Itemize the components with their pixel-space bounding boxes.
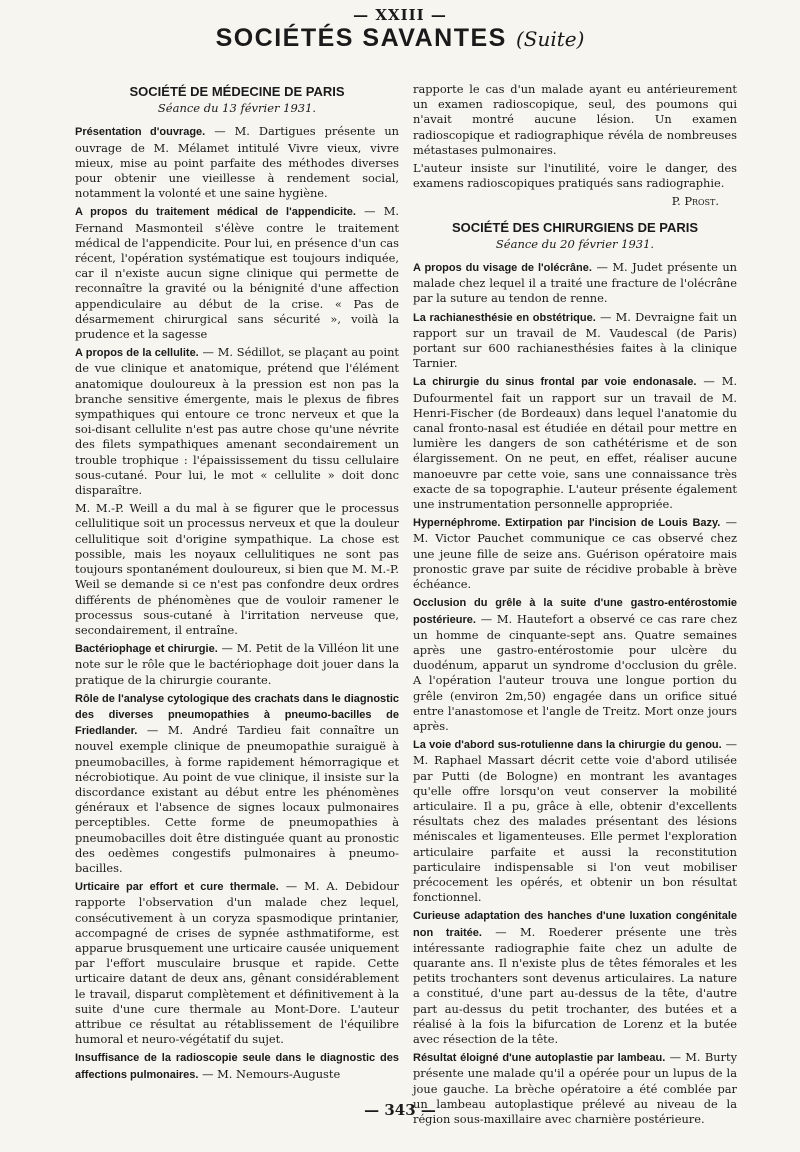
article-body: — M. A. Debidour rapporte l'observation d'un malade chez lequel, consécutivement à un coryza spasmodique printanier, accompagné de crises de sypnée asthmatiforme, est apparue brusquement une urticaire causée uniquement par l'effort musculaire brusque et rapide. Cette urticaire datant de deux ans, gênant considérablement le travail, disparut complètement et définitivement à la suite d'une cure thermale au Mont-Dore. L'auteur attribue ce résultat au rétablissement de l'équilibre humoral et neuro-végétatif du sujet. bbox=[75, 879, 399, 1047]
article bbox=[75, 691, 399, 876]
title-suite: (Suite) bbox=[515, 27, 585, 51]
article bbox=[413, 310, 737, 372]
article-heading: Insuffisance de la radioscopie seule dans le diagnostic des affections pulmonaires. bbox=[75, 1052, 399, 1081]
society-heading: SOCIÉTÉ DE MÉDECINE DE PARIS bbox=[129, 84, 345, 99]
article-body: — M. Petit de la Villéon lit une note sur le rôle que le bactériophage doit jouer dans la pratique de la chirurgie courante. bbox=[75, 641, 399, 687]
article: M. M.-P. Weill a du mal à se figurer que le processus cellulitique soit un processus nerveux et que la douleur cellulitique soit d'origine sympathique. La chose est possible, mais les noyaux cellulitiques ne sont pas toujours spontanément douloureux, si bien que M. M.-P. Weil se demande si ce n'est pas confondre deux ordres différents de phénomènes que de vouloir ramener le processus sous-cutané à l'irritation nerveuse que, secondairement, il entraîne. bbox=[75, 501, 399, 637]
article-body: — M. Fernand Masmonteil s'élève contre le traitement médical de l'appendicite. Pour lui, en présence d'un cas récent, l'opération systématique est toujours indiquée, car il n'existe aucun signe clinique qui permette de reconnaître la gravité ou la bénignité d'une affection appendiculaire au début de la crise. « Pas de désarmement chirurgical sans sécurité », voilà la prudence et la sagesse bbox=[75, 204, 400, 342]
article-body: — M. Devraigne fait un rapport sur un travail de M. Vaudescal (de Paris) portant sur 600 rachianesthésies faites à la clinique Tarnier. bbox=[413, 309, 738, 371]
article-heading: Rôle de l'analyse cytologique des crachats dans le diagnostic des diverses pneumopathies à pneumo-bacilles de Friedlander. bbox=[75, 692, 399, 738]
article-body: — M. Dufourmentel fait un rapport sur un travail de M. Henri-Fischer (de Bordeaux) dans lequel l'anatomie du canal fronto-nasal est étudiée en détail pour mettre en lumière les dangers de son cathétérisme et de son élargissement. On ne peut, en effet, réaliser aucune manoeuvre par cette voie, sans une connaissance très exacte de sa topographie. L'auteur présente également une instrumentation personnelle appropriée. bbox=[413, 374, 737, 512]
article-heading: La chirurgie du sinus frontal par voie endonasale. bbox=[413, 376, 697, 389]
article bbox=[75, 1050, 399, 1082]
article-body: — M. Sédillot, se plaçant au point de vue clinique et anatomique, prétend que l'élément anatomique douloureux à la pression est non pas la branche sensitive émergente, mais le plexus de fibres sympathiques qui entoure ce tronc nerveux et que la soi-disant cellulite n'est pas autre chose qu'une névrite des filets sympathiques amenant secondairement un trouble trophique : l'épaississement du tissu cellulaire sous-cutané. Pour lui, le mot « cellulite » doit donc disparaître. bbox=[75, 345, 400, 498]
page-number: — 343 — bbox=[364, 1101, 436, 1119]
article bbox=[75, 879, 399, 1047]
page-title bbox=[0, 24, 800, 55]
article: L'auteur insiste sur l'inutilité, voire le danger, des examens radioscopiques pratiqués sans radiographie. bbox=[413, 161, 737, 191]
article-heading: Présentation d'ouvrage. bbox=[75, 126, 206, 139]
article-heading: A propos du visage de l'olécrâne. bbox=[413, 262, 592, 275]
article bbox=[413, 260, 737, 307]
article-heading: A propos du traitement médical de l'appendicite. bbox=[75, 206, 356, 219]
article-body: — M. Hautefort a observé ce cas rare chez un homme de cinquante-sept ans. Quatre semaines après une gastro-entérostomie pour ulcère du duodénum, apparut un syndrome d'occlusion du grêle. A l'opération l'auteur trouva une longue portion du grêle (environ 2m,50) engagée dans un orifice situé entre l'anastomose et l'angle de Treitz. Mort onze jours après. bbox=[413, 611, 737, 733]
article bbox=[413, 515, 737, 592]
article-body: — M. Roederer présente une très intéressante radiographie faite chez un adulte de quarante ans. Il n'existe plus de têtes fémorales et les petits trochanters sont devenus articulaires. La nature a constitué, d'une part au-dessus de la tête, d'autre part au-dessus du petit trochanter, des butées et a réalisé à la fois la bifurcation de Lorenz et la butée avec résection de la tête. bbox=[413, 924, 737, 1046]
left-column bbox=[75, 82, 399, 1130]
article-body: — M. Raphael Massart décrit cette voie d'abord utilisée par Putti (de Bologne) en montrant les avantages qu'elle offre lorsqu'on veut conserver la mobilité articulaire. Il a pu, grâce à elle, obtenir d'excellents résultats chez des malades présentant des lésions méniscales et ligamenteuses. Elle permet l'exploration articulaire parfaite et aussi la reconstitution particulaire indispensable si l'on veut mobiliser précocement les opérés, et obtenir un bon résultat fonctionnel. bbox=[413, 737, 737, 905]
article: rapporte le cas d'un malade ayant eu antérieurement un examen radioscopique, seul, des poumons qui n'avait montré aucune lésion. Un examen radioscopique et radiographique révéla de nombreuses métastases pulmonaires. bbox=[413, 82, 737, 157]
columns bbox=[75, 82, 737, 1130]
title-main: SOCIÉTÉS SAVANTES bbox=[215, 24, 507, 52]
article-body: — M. Judet présente un malade chez lequel il a traité une fracture de l'olécrâne par la suture au tendon de renne. bbox=[413, 260, 737, 306]
article bbox=[413, 737, 737, 905]
signature: P. Prost. bbox=[671, 194, 719, 209]
article-heading: Occlusion du grêle à la suite d'une gastro-entérostomie postérieure. bbox=[413, 597, 737, 626]
article-body: — M. Burty présente une malade qu'il a opérée pour un lupus de la joue gauche. La brèche opératoire a été comblée par un lambeau autoplastique prélevé au niveau de la région sous-maxillaire avec charnière postérieure. bbox=[413, 1050, 738, 1126]
right-column bbox=[413, 82, 737, 1130]
article bbox=[75, 345, 399, 498]
roman-page-number: — XXIII — bbox=[353, 6, 447, 24]
seance-date: Séance du 20 février 1931. bbox=[495, 236, 655, 251]
article-heading: A propos de la cellulite. bbox=[75, 347, 199, 360]
article-body: — M. André Tardieu fait connaître un nouvel exemple clinique de pneumopathie suraiguë à pneumobacilles, à forme rapidement hémorragique et nécrobiotique. Au point de vue clinique, il insiste sur la discordance existant au début entre les phénomènes généraux et l'absence de signes locaux pulmonaires perceptibles. Cette forme de pneumopathies à pneumobacilles doit être distinguée quant au pronostic des oedèmes congestifs pulmonaires à pneumo-bacilles. bbox=[75, 723, 399, 875]
seance-date: Séance du 13 février 1931. bbox=[157, 101, 317, 116]
article-body: — M. Victor Pauchet communique ce cas observé chez une jeune fille de seize ans. Guérison opératoire mais pronostic grave par suite de récidive probable à brève échéance. bbox=[413, 515, 737, 592]
article-heading: Hypernéphrome. Extirpation par l'incision de Louis Bazy. bbox=[413, 517, 721, 530]
article bbox=[413, 374, 737, 512]
society-heading: SOCIÉTÉ DES CHIRURGIENS DE PARIS bbox=[451, 219, 699, 235]
article-body: — M. Nemours-Auguste bbox=[198, 1066, 341, 1081]
article bbox=[75, 204, 399, 342]
article-heading: La voie d'abord sus-rotulienne dans la chirurgie du genou. bbox=[413, 739, 722, 752]
article bbox=[413, 595, 737, 734]
article-heading: Résultat éloigné d'une autoplastie par lambeau. bbox=[413, 1052, 666, 1065]
article-heading: Curieuse adaptation des hanches d'une luxation congénitale non traitée. bbox=[413, 910, 737, 939]
article-heading: Bactériophage et chirurgie. bbox=[75, 643, 218, 656]
article bbox=[413, 908, 737, 1047]
article-heading: Urticaire par effort et cure thermale. bbox=[75, 881, 279, 894]
article-heading: La rachianesthésie en obstétrique. bbox=[413, 311, 596, 324]
article bbox=[75, 641, 399, 688]
article bbox=[75, 124, 399, 201]
article-body: — M. Dartigues présente un ouvrage de M. Mélamet intitulé Vivre vieux, vivre mieux, mise au point parfaite des méthodes diverses pour obtenir une vieillesse à rendement social, notamment la volonté et une saine hygiène. bbox=[75, 124, 399, 201]
